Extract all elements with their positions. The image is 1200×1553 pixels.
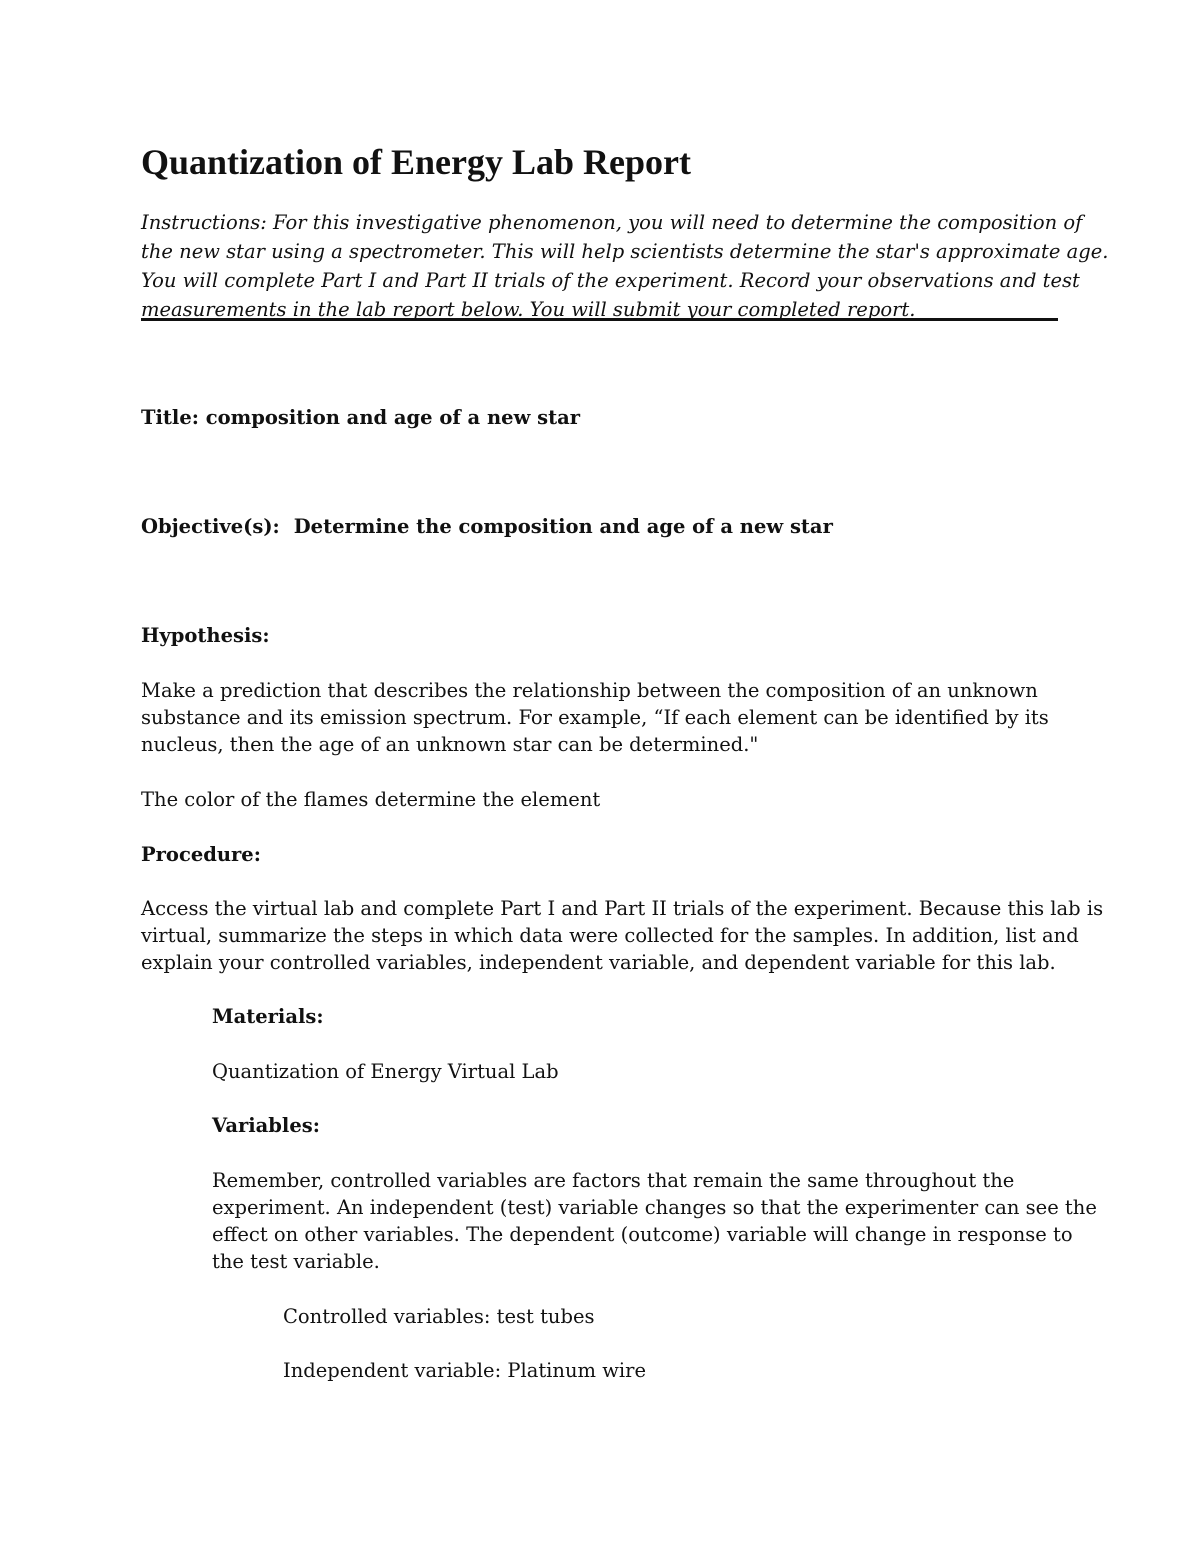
materials-heading: Materials: xyxy=(212,1005,324,1028)
variables-prompt-line: experiment. An independent (test) variable changes so that the experimenter can see the xyxy=(212,1196,1097,1219)
objective-value: Determine the composition and age of a new star xyxy=(293,515,833,538)
objective-field xyxy=(141,513,833,541)
horizontal-divider xyxy=(141,318,1058,321)
hypothesis-prompt-line: nucleus, then the age of an unknown star can be determined." xyxy=(141,733,759,756)
hypothesis-heading: Hypothesis: xyxy=(141,624,270,647)
hypothesis-prompt-line: substance and its emission spectrum. For example, “If each element can be identified by its xyxy=(141,706,1049,729)
document-title: Quantization of Energy Lab Report xyxy=(141,142,692,182)
instructions-block xyxy=(141,208,1109,324)
independent-variable: Independent variable: Platinum wire xyxy=(283,1359,646,1382)
variables-prompt-line: effect on other variables. The dependent (outcome) variable will change in response to xyxy=(212,1223,1073,1246)
procedure-prompt-line: explain your controlled variables, independent variable, and dependent variable for this lab. xyxy=(141,951,1056,974)
procedure-heading: Procedure: xyxy=(141,843,261,866)
instructions-line: Instructions: For this investigative phenomenon, you will need to determine the composition of xyxy=(141,211,1083,234)
instructions-line: You will complete Part I and Part II trials of the experiment. Record your observations and test xyxy=(141,269,1080,292)
report-title-label: Title: xyxy=(141,406,199,429)
procedure-prompt-line: virtual, summarize the steps in which data were collected for the samples. In addition, list and xyxy=(141,924,1079,947)
objective-label: Objective(s): xyxy=(141,515,280,538)
materials-value: Quantization of Energy Virtual Lab xyxy=(212,1060,559,1083)
procedure-prompt-line: Access the virtual lab and complete Part I and Part II trials of the experiment. Because this lab is xyxy=(141,897,1104,920)
variables-heading: Variables: xyxy=(212,1114,320,1137)
hypothesis-prompt-line: Make a prediction that describes the relationship between the composition of an unknown xyxy=(141,679,1038,702)
procedure-prompt xyxy=(141,895,1103,976)
hypothesis-prompt xyxy=(141,677,1049,758)
report-title-value: composition and age of a new star xyxy=(205,406,581,429)
variables-prompt-line: Remember, controlled variables are factors that remain the same throughout the xyxy=(212,1169,1015,1192)
report-title-field xyxy=(141,404,580,432)
instructions-line: the new star using a spectrometer. This will help scientists determine the star's approximate age. xyxy=(141,240,1109,263)
instructions-line: measurements in the lab report below. You will submit your completed report. xyxy=(141,298,916,321)
variables-prompt-line: the test variable. xyxy=(212,1250,380,1273)
controlled-variables: Controlled variables: test tubes xyxy=(283,1305,595,1328)
hypothesis-answer: The color of the flames determine the element xyxy=(141,788,601,811)
variables-prompt xyxy=(212,1167,1097,1275)
